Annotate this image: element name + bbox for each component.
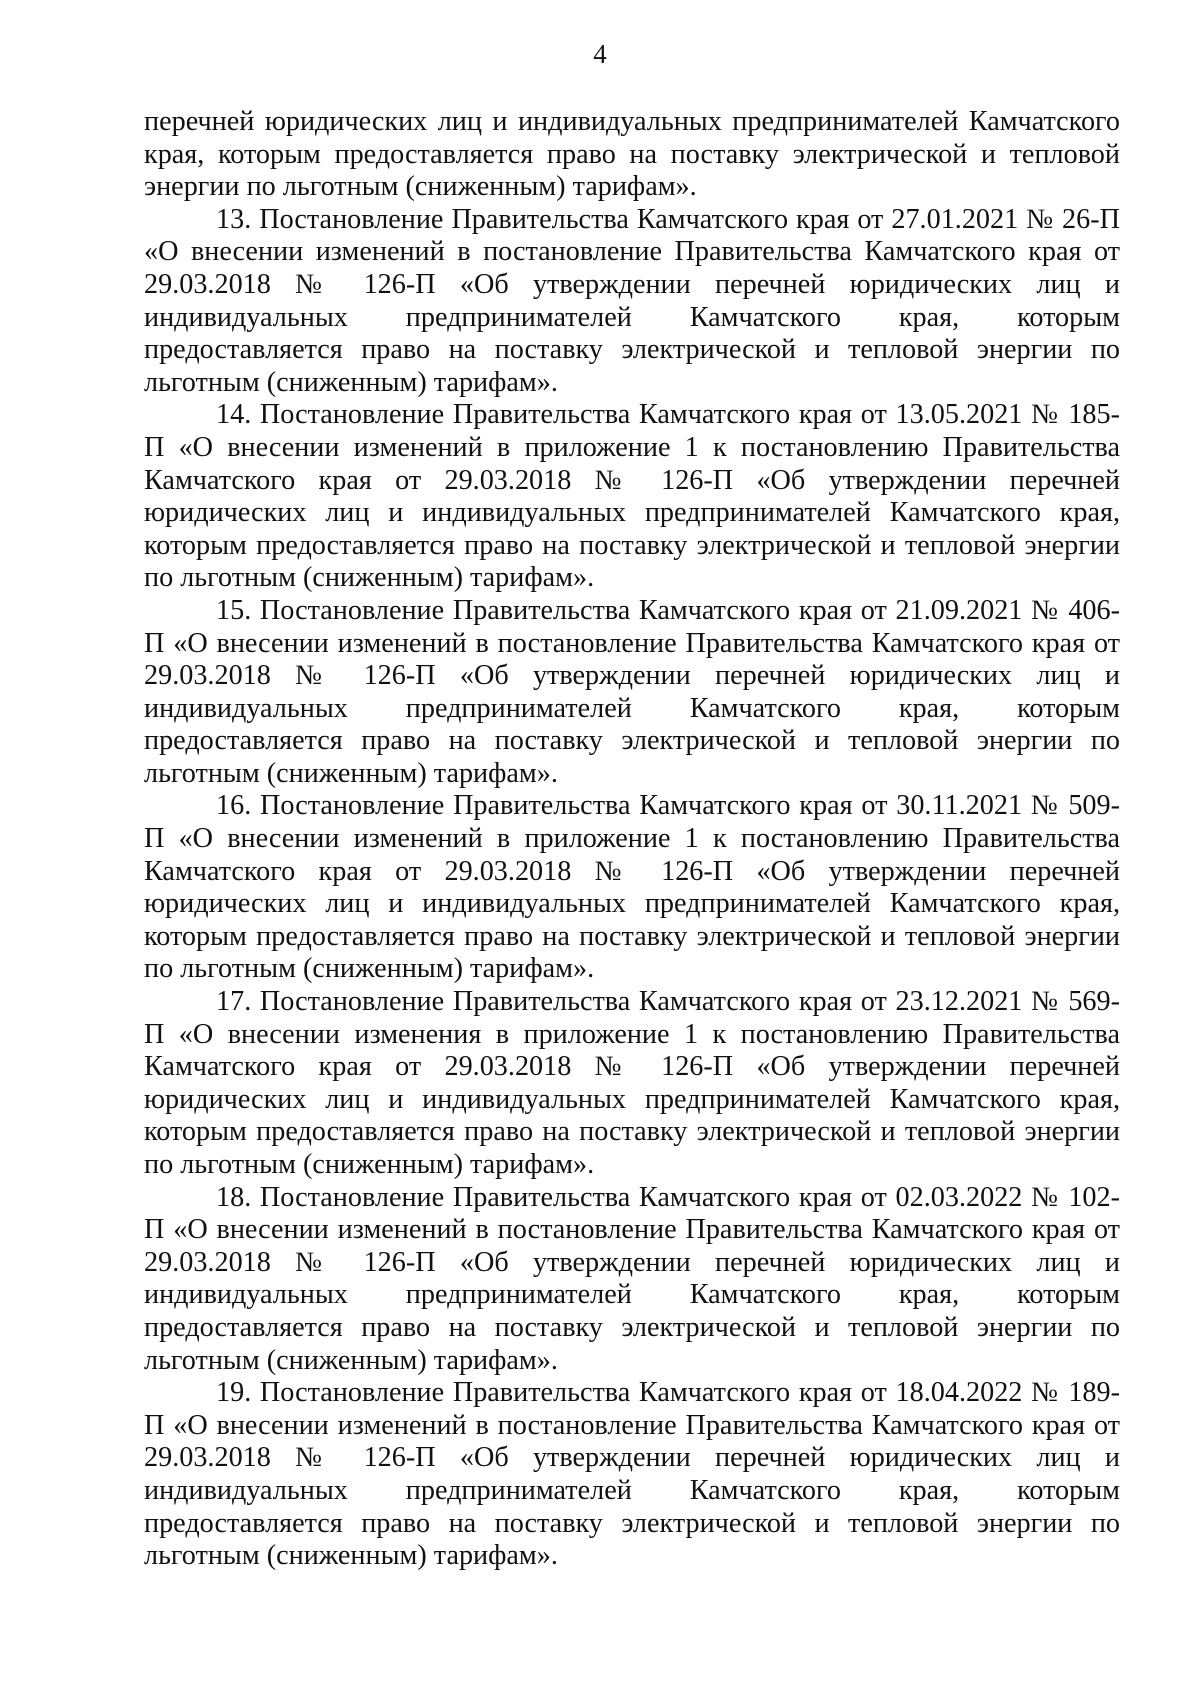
list-item-18: 18. Постановление Правительства Камчатского края от 02.03.2022 № 102-П «О внесении изменений в постановление Правительства Камчатского края от 29.03.2018 № 126-П «Об утверждении перечней юридических лиц и индивидуальных предпринимателей Камчатского края, которым предоставляется право на поставку электрической и тепловой энергии по льготным (сниженным) тарифам». <box>144 1181 1120 1376</box>
page-number: 4 <box>593 39 607 69</box>
paragraph-continuation: перечней юридических лиц и индивидуальных предпринимателей Камчатского края, которым предоставляется право на поставку электрической и тепловой энергии по льготным (сниженным) тарифам». <box>144 106 1120 203</box>
list-item-17: 17. Постановление Правительства Камчатского края от 23.12.2021 № 569-П «О внесении изменения в приложение 1 к постановлению Правительства Камчатского края от 29.03.2018 № 126-П «Об утверждении перечней юридических лиц и индивидуальных предпринимателей Камчатского края, которым предоставляется право на поставку электрической и тепловой энергии по льготным (сниженным) тарифам». <box>144 986 1120 1180</box>
list-item-14: 14. Постановление Правительства Камчатского края от 13.05.2021 № 185-П «О внесении изменений в приложение 1 к постановлению Правительства Камчатского края от 29.03.2018 № 126-П «Об утверждении перечней юридических лиц и индивидуальных предпринимателей Камчатского края, которым предоставляется право на поставку электрической и тепловой энергии по льготным (сниженным) тарифам». <box>144 399 1120 594</box>
document-body <box>144 106 1120 1573</box>
list-item-15: 15. Постановление Правительства Камчатского края от 21.09.2021 № 406-П «О внесении изменений в постановление Правительства Камчатского края от 29.03.2018 № 126-П «Об утверждении перечней юридических лиц и индивидуальных предпринимателей Камчатского края, которым предоставляется право на поставку электрической и тепловой энергии по льготным (сниженным) тарифам». <box>144 594 1120 789</box>
list-item-13: 13. Постановление Правительства Камчатского края от 27.01.2021 № 26-П «О внесении изменений в постановление Правительства Камчатского края от 29.03.2018 № 126-П «Об утверждении перечней юридических лиц и индивидуальных предпринимателей Камчатского края, которым предоставляется право на поставку электрической и тепловой энергии по льготным (сниженным) тарифам». <box>144 203 1120 398</box>
list-item-19: 19. Постановление Правительства Камчатского края от 18.04.2022 № 189-П «О внесении изменений в постановление Правительства Камчатского края от 29.03.2018 № 126-П «Об утверждении перечней юридических лиц и индивидуальных предпринимателей Камчатского края, которым предоставляется право на поставку электрической и тепловой энергии по льготным (сниженным) тарифам». <box>144 1377 1120 1572</box>
list-item-16: 16. Постановление Правительства Камчатского края от 30.11.2021 № 509-П «О внесении изменений в приложение 1 к постановлению Правительства Камчатского края от 29.03.2018 № 126-П «Об утверждении перечней юридических лиц и индивидуальных предпринимателей Камчатского края, которым предоставляется право на поставку электрической и тепловой энергии по льготным (сниженным) тарифам». <box>144 790 1120 985</box>
